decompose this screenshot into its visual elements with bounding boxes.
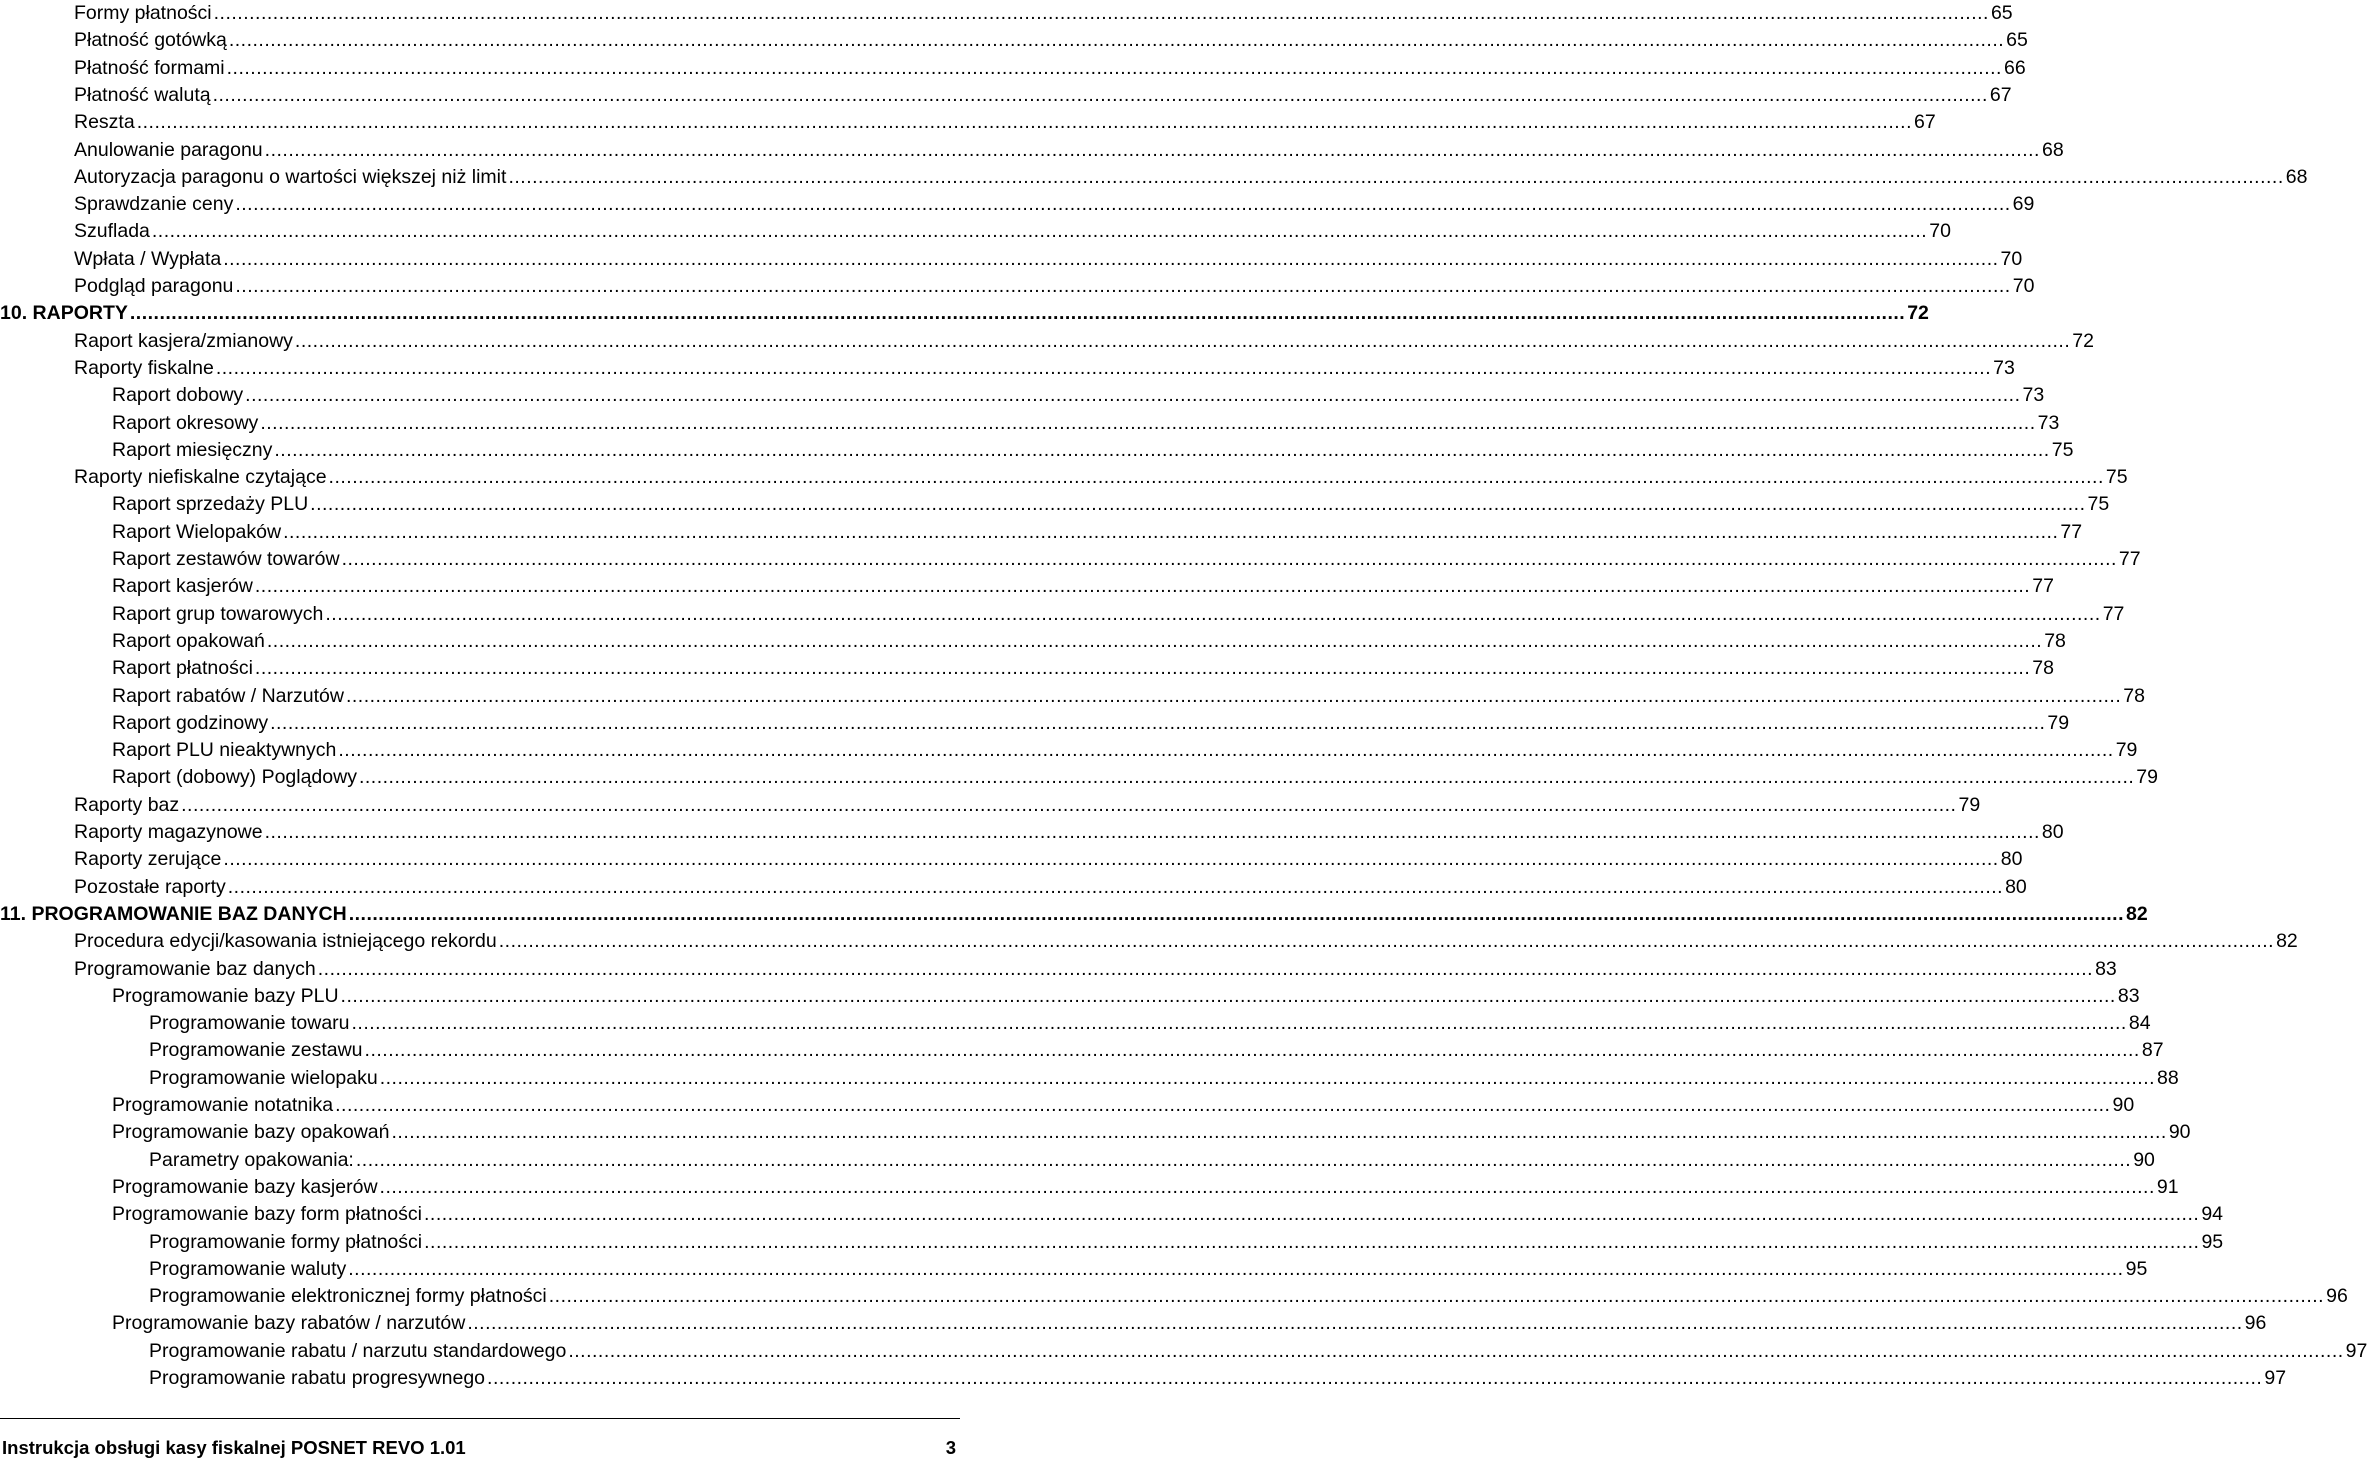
toc-dot-leader: ............................................................................................................................................................................................................................................................................................................ (345, 684, 2122, 707)
toc-entry[interactable] (37, 410, 2060, 437)
toc-entry[interactable] (37, 764, 2158, 791)
toc-dot-leader: ............................................................................................................................................................................................................................................................................................................ (325, 602, 2101, 625)
toc-entry-page-number: 70 (2000, 247, 2023, 270)
toc-entry-page-number: 90 (2168, 1121, 2191, 1144)
toc-entry[interactable] (37, 164, 2308, 191)
toc-dot-leader: ............................................................................................................................................................................................................................................................................................................ (379, 1175, 2155, 1198)
toc-dot-leader: ............................................................................................................................................................................................................................................................................................................ (358, 766, 2135, 789)
toc-entry-page-number: 65 (2006, 29, 2028, 52)
toc-dot-leader: ............................................................................................................................................................................................................................................................................................................ (270, 711, 2046, 734)
toc-entry[interactable] (37, 382, 2045, 409)
toc-entry-page-number: 83 (2095, 957, 2117, 980)
toc-dot-leader: ............................................................................................................................................................................................................................................................................................................ (181, 793, 1957, 816)
toc-entry-page-number: 68 (2041, 138, 2064, 161)
toc-dot-leader: ............................................................................................................................................................................................................................................................................................................ (235, 193, 2011, 216)
toc-entry[interactable] (37, 628, 2066, 655)
toc-entry[interactable] (37, 928, 2298, 955)
toc-entry-title: Programowanie rabatu progresywnego (149, 1367, 486, 1389)
toc-entry[interactable] (37, 246, 2023, 273)
toc-entry-page-number: 78 (2032, 657, 2054, 680)
toc-entry-page-number: 78 (2044, 629, 2066, 652)
page-footer (0, 1434, 960, 1462)
toc-entry-title: Raport rabatów / Narzutów (112, 684, 344, 707)
toc-dot-leader: ............................................................................................................................................................................................................................................................................................................ (423, 1203, 2200, 1226)
toc-entry-page-number: 83 (2117, 984, 2140, 1007)
toc-dot-leader: ............................................................................................................................................................................................................................................................................................................ (424, 1230, 2200, 1253)
toc-entry-title: Podgląd paragonu (74, 275, 234, 297)
toc-entry-page-number: 88 (2157, 1066, 2179, 1089)
toc-entry[interactable] (37, 355, 2015, 382)
toc-entry-title: Programowanie bazy rabatów / narzutów (112, 1312, 466, 1335)
toc-entry-title: Szuflada (74, 220, 150, 243)
toc-dot-leader: ............................................................................................................................................................................................................................................................................................................ (328, 466, 2104, 489)
toc-dot-leader: ............................................................................................................................................................................................................................................................................................................ (310, 493, 2086, 516)
toc-dot-leader: ............................................................................................................................................................................................................................................................................................................ (266, 629, 2043, 652)
toc-dot-leader: ............................................................................................................................................................................................................................................................................................................ (245, 384, 2021, 407)
toc-dot-leader: ............................................................................................................................................................................................................................................................................................................ (283, 520, 2059, 543)
toc-entry-title: Raporty baz (74, 793, 180, 816)
toc-entry-page-number: 97 (2264, 1367, 2287, 1389)
toc-entry-title: Programowanie zestawu (149, 1039, 363, 1062)
toc-entry[interactable] (37, 874, 2027, 901)
toc-dot-leader: ............................................................................................................................................................................................................................................................................................................ (223, 247, 1999, 270)
toc-dot-leader: ............................................................................................................................................................................................................................................................................................................ (274, 438, 2050, 461)
toc-entry-title: Raport płatności (112, 657, 253, 680)
toc-entry[interactable] (37, 191, 2035, 218)
toc-entry-title: Procedura edycji/kasowania istniejącego rekordu (74, 930, 497, 953)
toc-entry-page-number: 78 (2123, 684, 2145, 707)
toc-entry[interactable] (37, 1365, 2287, 1392)
toc-entry-title: Raporty niefiskalne czytające (74, 466, 327, 489)
toc-dot-leader: ............................................................................................................................................................................................................................................................................................................ (355, 1148, 2132, 1171)
toc-entry-page-number: 90 (2112, 1094, 2135, 1116)
toc-entry[interactable] (37, 273, 2035, 300)
toc-entry[interactable] (37, 655, 2054, 682)
toc-entry-title: Programowanie wielopaku (149, 1066, 378, 1089)
toc-entry-page-number: 68 (2285, 165, 2308, 188)
toc-entry[interactable] (37, 55, 2026, 82)
toc-dot-leader: ............................................................................................................................................................................................................................................................................................................ (338, 739, 2114, 762)
toc-dot-leader: ............................................................................................................................................................................................................................................................................................................ (340, 984, 2116, 1007)
toc-dot-leader: ............................................................................................................................................................................................................................................................................................................ (260, 411, 2036, 434)
toc-dot-leader: ............................................................................................................................................................................................................................................................................................................ (223, 848, 1999, 871)
toc-entry-page-number: 82 (2126, 902, 2148, 925)
toc-entry-title: Raport grup towarowych (112, 602, 324, 625)
toc-entry[interactable] (37, 437, 2074, 464)
toc-dot-leader: ............................................................................................................................................................................................................................................................................................................ (235, 275, 2011, 297)
toc-entry-page-number: 75 (2087, 493, 2110, 516)
toc-dot-leader: ............................................................................................................................................................................................................................................................................................................ (254, 657, 2031, 680)
toc-dot-leader: ............................................................................................................................................................................................................................................................................................................ (226, 56, 2002, 79)
toc-entry[interactable] (37, 1010, 2151, 1037)
toc-entry-page-number: 73 (1993, 356, 2015, 379)
toc-entry[interactable] (37, 1065, 2179, 1092)
toc-entry-page-number: 79 (2115, 739, 2138, 762)
toc-entry-title: Raporty zerujące (74, 848, 222, 871)
toc-entry[interactable] (37, 546, 2141, 573)
toc-dot-leader: ............................................................................................................................................................................................................................................................................................................ (348, 902, 2125, 925)
toc-entry-page-number: 79 (1958, 793, 1981, 816)
toc-entry-page-number: 70 (1929, 220, 1951, 243)
toc-entry-page-number: 91 (2156, 1175, 2179, 1198)
toc-entry-title: Płatność gotówką (74, 29, 227, 52)
toc-entry-page-number: 72 (1907, 302, 1929, 325)
toc-entry-page-number: 84 (2128, 1012, 2151, 1035)
toc-entry-page-number: 79 (2047, 711, 2070, 734)
toc-entry-title: Raporty fiskalne (74, 356, 214, 379)
toc-entry-title: Raporty magazynowe (74, 821, 263, 843)
toc-entry-title: Raport Wielopaków (112, 520, 282, 543)
toc-dot-leader: ............................................................................................................................................................................................................................................................................................................ (129, 302, 1906, 325)
toc-entry-title: Programowanie rabatu / narzutu standardowego (149, 1339, 567, 1362)
toc-entry[interactable] (37, 710, 2070, 737)
toc-entry-page-number: 82 (2276, 930, 2298, 953)
toc-entry-title: Płatność walutą (74, 83, 211, 106)
toc-entry[interactable] (37, 82, 2012, 109)
toc-dot-leader: ............................................................................................................................................................................................................................................................................................................ (341, 548, 2117, 570)
toc-dot-leader: ............................................................................................................................................................................................................................................................................................................ (254, 575, 2031, 598)
toc-entry[interactable] (37, 573, 2054, 600)
toc-entry[interactable] (37, 464, 2128, 491)
toc-entry[interactable] (37, 27, 2028, 54)
toc-dot-leader: ............................................................................................................................................................................................................................................................................................................ (228, 29, 2005, 52)
toc-entry-title: Programowanie elektronicznej formy płatności (149, 1285, 547, 1308)
toc-entry-page-number: 79 (2136, 766, 2158, 789)
toc-entry-title: Sprawdzanie ceny (74, 193, 234, 216)
toc-dot-leader: ............................................................................................................................................................................................................................................................................................................ (379, 1066, 2156, 1089)
toc-entry-page-number: 77 (2118, 548, 2141, 570)
toc-dot-leader: ............................................................................................................................................................................................................................................................................................................ (212, 83, 1988, 106)
toc-entry[interactable] (37, 819, 2064, 846)
toc-entry-page-number: 75 (2051, 438, 2074, 461)
toc-dot-leader: ............................................................................................................................................................................................................................................................................................................ (264, 821, 2040, 843)
toc-dot-leader: ............................................................................................................................................................................................................................................................................................................ (508, 165, 2284, 188)
toc-entry[interactable] (37, 1037, 2164, 1064)
toc-dot-leader: ............................................................................................................................................................................................................................................................................................................ (294, 329, 2071, 352)
toc-entry[interactable] (37, 137, 2064, 164)
toc-dot-leader: ............................................................................................................................................................................................................................................................................................................ (487, 1367, 2263, 1389)
toc-entry-title: Programowanie towaru (149, 1012, 350, 1035)
toc-entry-page-number: 80 (2000, 848, 2023, 871)
toc-entry[interactable] (37, 519, 2083, 546)
toc-dot-leader: ............................................................................................................................................................................................................................................................................................................ (348, 1257, 2124, 1280)
toc-entry-page-number: 80 (2041, 821, 2064, 843)
toc-entry[interactable] (37, 1338, 2368, 1365)
toc-entry-title: Raport (dobowy) Poglądowy (112, 766, 357, 789)
toc-entry[interactable] (37, 1283, 2348, 1310)
toc-entry-page-number: 96 (2326, 1285, 2348, 1308)
toc-entry-title: Formy płatności (74, 2, 212, 24)
toc-entry-page-number: 87 (2141, 1039, 2164, 1062)
toc-dot-leader: ............................................................................................................................................................................................................................................................................................................ (213, 2, 1989, 24)
toc-entry-page-number: 73 (2022, 384, 2045, 407)
toc-entry[interactable] (37, 683, 2145, 710)
footer-document-title: Instrukcja obsługi kasy fiskalnej POSNET REVO 1.01 (2, 1437, 466, 1458)
toc-entry-title: Anulowanie paragonu (74, 138, 263, 161)
toc-entry-title: Programowanie formy płatności (149, 1230, 423, 1253)
toc-entry-page-number: 70 (2012, 275, 2035, 297)
toc-entry[interactable] (37, 983, 2140, 1010)
toc-chapter-entry[interactable] (0, 901, 2148, 928)
toc-entry[interactable] (37, 328, 2094, 355)
toc-dot-leader: ............................................................................................................................................................................................................................................................................................................ (548, 1285, 2325, 1308)
toc-entry[interactable] (37, 1201, 2224, 1228)
toc-entry-title: Programowanie baz danych (74, 957, 316, 980)
toc-entry-title: Raport dobowy (112, 384, 244, 407)
toc-entry-page-number: 90 (2133, 1148, 2155, 1171)
toc-entry-title: Raport opakowań (112, 629, 265, 652)
toc-entry-page-number: 77 (2060, 520, 2083, 543)
toc-entry-title: Programowanie bazy PLU (112, 984, 339, 1007)
toc-entry[interactable] (37, 601, 2125, 628)
toc-entry-title: Programowanie bazy opakowań (112, 1121, 390, 1144)
toc-dot-leader: ............................................................................................................................................................................................................................................................................................................ (317, 957, 2094, 980)
toc-entry-title: Programowanie bazy kasjerów (112, 1175, 378, 1198)
toc-entry[interactable] (37, 1119, 2191, 1146)
footer-page-number: 3 (945, 1437, 956, 1458)
toc-entry-page-number: 94 (2201, 1203, 2224, 1226)
toc-entry-page-number: 66 (2003, 56, 2026, 79)
toc-entry-page-number: 69 (2012, 193, 2035, 216)
toc-entry-page-number: 77 (2032, 575, 2054, 598)
toc-entry[interactable] (37, 1310, 2267, 1337)
toc-entry-title: Programowanie notatnika (112, 1094, 334, 1116)
toc-entry-title: Płatność formami (74, 56, 225, 79)
toc-entry-title: Raport kasjerów (112, 575, 253, 598)
toc-entry-title: Raport PLU nieaktywnych (112, 739, 337, 762)
toc-entry-title: Autoryzacja paragonu o wartości większej niż limit (74, 165, 507, 188)
toc-entry-page-number: 95 (2125, 1257, 2148, 1280)
toc-entry-page-number: 80 (2005, 875, 2027, 898)
toc-entry[interactable] (37, 737, 2138, 764)
toc-dot-leader: ............................................................................................................................................................................................................................................................................................................ (335, 1094, 2111, 1116)
toc-dot-leader: ............................................................................................................................................................................................................................................................................................................ (351, 1012, 2127, 1035)
toc-dot-leader: ............................................................................................................................................................................................................................................................................................................ (568, 1339, 2344, 1362)
toc-dot-leader: ............................................................................................................................................................................................................................................................................................................ (391, 1121, 2167, 1144)
toc-entry-title: Parametry opakowania: (149, 1148, 354, 1171)
toc-entry-title: Wpłata / Wypłata (74, 247, 222, 270)
toc-entry[interactable] (37, 1147, 2155, 1174)
toc-entry[interactable] (37, 1256, 2148, 1283)
toc-entry-page-number: 75 (2105, 466, 2128, 489)
toc-dot-leader: ............................................................................................................................................................................................................................................................................................................ (498, 930, 2275, 953)
toc-entry[interactable] (37, 1174, 2179, 1201)
toc-chapter-entry[interactable] (0, 300, 1929, 327)
toc-entry[interactable] (37, 956, 2117, 983)
toc-entry[interactable] (37, 491, 2110, 518)
toc-entry[interactable] (37, 846, 2023, 873)
toc-entry-page-number: 96 (2244, 1312, 2267, 1335)
toc-dot-leader: ............................................................................................................................................................................................................................................................................................................ (227, 875, 2004, 898)
toc-entry[interactable] (37, 792, 1981, 819)
toc-dot-leader: ............................................................................................................................................................................................................................................................................................................ (136, 111, 1913, 134)
toc-entry-title: Raport kasjera/zmianowy (74, 329, 293, 352)
footer-divider (0, 1418, 960, 1419)
toc-entry[interactable] (37, 218, 1951, 245)
toc-entry[interactable] (37, 0, 2013, 27)
toc-entry-page-number: 77 (2102, 602, 2125, 625)
toc-entry-page-number: 73 (2037, 411, 2060, 434)
toc-entry-page-number: 67 (1989, 83, 2012, 106)
toc-entry-title: Raport godzinowy (112, 711, 269, 734)
toc-entry-title: Reszta (74, 111, 135, 134)
toc-dot-leader: ............................................................................................................................................................................................................................................................................................................ (364, 1039, 2140, 1062)
toc-entry-title: Raport zestawów towarów (112, 548, 340, 570)
toc-entry[interactable] (37, 109, 1936, 136)
toc-dot-leader: ............................................................................................................................................................................................................................................................................................................ (151, 220, 1928, 243)
toc-entry[interactable] (37, 1229, 2224, 1256)
toc-entry-page-number: 65 (1990, 2, 2013, 24)
toc-entry-title: 10. RAPORTY (0, 302, 128, 325)
toc-entry[interactable] (37, 1092, 2135, 1119)
toc-entry-title: Programowanie waluty (149, 1257, 347, 1280)
toc-entry-title: Raport miesięczny (112, 438, 273, 461)
toc-entry-page-number: 72 (2072, 329, 2094, 352)
toc-dot-leader: ............................................................................................................................................................................................................................................................................................................ (215, 356, 1992, 379)
toc-dot-leader: ............................................................................................................................................................................................................................................................................................................ (264, 138, 2040, 161)
toc-entry-title: Pozostałe raporty (74, 875, 226, 898)
toc-entry-title: 11. PROGRAMOWANIE BAZ DANYCH (0, 902, 347, 925)
toc-entry-page-number: 67 (1914, 111, 1936, 134)
toc-entry-page-number: 97 (2345, 1339, 2368, 1362)
toc-entry-title: Raport okresowy (112, 411, 259, 434)
toc-entry-title: Raport sprzedaży PLU (112, 493, 309, 516)
toc-entry-page-number: 95 (2201, 1230, 2224, 1253)
toc-dot-leader: ............................................................................................................................................................................................................................................................................................................ (467, 1312, 2243, 1335)
toc-entry-title: Programowanie bazy form płatności (112, 1203, 422, 1226)
